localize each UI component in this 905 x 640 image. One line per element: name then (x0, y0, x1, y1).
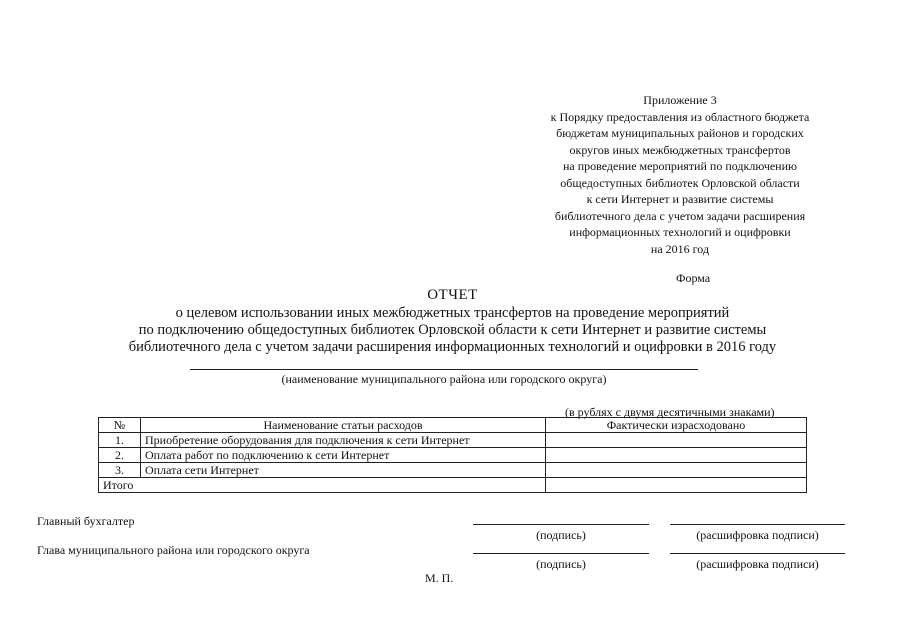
header-expense-item: Наименование статьи расходов (141, 418, 546, 433)
row-number: 2. (99, 448, 141, 463)
decoding-caption: (расшифровка подписи) (696, 528, 819, 542)
table-row (99, 463, 807, 478)
municipality-caption: (наименование муниципального района или городского округа) (281, 372, 607, 386)
row-actual-value-cell[interactable] (546, 433, 807, 448)
head-signature-field[interactable] (473, 553, 649, 554)
appendix-line: к Порядку предоставления из областного бюджета (550, 109, 810, 124)
report-subtitle-line: о целевом использовании иных межбюджетных трансфертов на проведение мероприятий (175, 305, 730, 321)
signature-caption: (подпись) (536, 528, 586, 542)
total-value-cell[interactable] (546, 478, 807, 493)
appendix-line: библиотечного дела с учетом задачи расширения (554, 208, 806, 223)
municipality-name-field[interactable] (190, 369, 698, 370)
table-total-row (99, 478, 807, 493)
appendix-block (520, 92, 840, 257)
total-label: Итого (99, 478, 546, 493)
appendix-line: на 2016 год (650, 241, 710, 256)
chief-accountant-signature-field[interactable] (473, 524, 649, 525)
decoding-caption: (расшифровка подписи) (696, 557, 819, 571)
row-actual-value-cell[interactable] (546, 448, 807, 463)
signature-caption: (подпись) (536, 557, 586, 571)
stamp-placeholder: М. П. (425, 571, 454, 585)
form-label: Форма (676, 271, 711, 285)
report-subtitle (0, 305, 905, 356)
appendix-line: на проведение мероприятий по подключению (562, 159, 797, 173)
chief-accountant-label: Главный бухгалтер (37, 514, 135, 528)
header-actual-spent: Фактически израсходовано (546, 418, 807, 433)
row-expense-name: Оплата работ по подключению к сети Интернет (141, 448, 546, 463)
units-note: (в рублях с двумя десятичными знаками) (565, 405, 775, 419)
table-row (99, 448, 807, 463)
table-row (99, 433, 807, 448)
appendix-line: бюджетам муниципальных районов и городских (556, 126, 804, 140)
header-number: № (99, 418, 141, 433)
chief-accountant-decoding-field[interactable] (670, 524, 845, 525)
report-subtitle-line: библиотечного дела с учетом задачи расширения информационных технологий и оцифровки в 2016 году (128, 339, 777, 355)
head-label: Глава муниципального района или городского округа (37, 543, 310, 557)
appendix-line: общедоступных библиотек Орловской области (560, 175, 800, 190)
row-expense-name: Оплата сети Интернет (141, 463, 546, 478)
appendix-line: информационных технологий и оцифровки (569, 225, 791, 239)
head-decoding-field[interactable] (670, 553, 845, 554)
row-expense-name: Приобретение оборудования для подключения к сети Интернет (141, 433, 546, 448)
expenses-table (98, 417, 807, 493)
report-title: ОТЧЕТ (427, 287, 478, 303)
row-number: 1. (99, 433, 141, 448)
table-header-row (99, 418, 807, 433)
row-actual-value-cell[interactable] (546, 463, 807, 478)
appendix-line: к сети Интернет и развитие системы (586, 192, 774, 206)
report-subtitle-line: по подключению общедоступных библиотек Орловской области к сети Интернет и развитие системы (138, 322, 767, 338)
row-number: 3. (99, 463, 141, 478)
appendix-line: Приложение 3 (643, 93, 717, 107)
appendix-line: округов иных межбюджетных трансфертов (569, 142, 791, 157)
